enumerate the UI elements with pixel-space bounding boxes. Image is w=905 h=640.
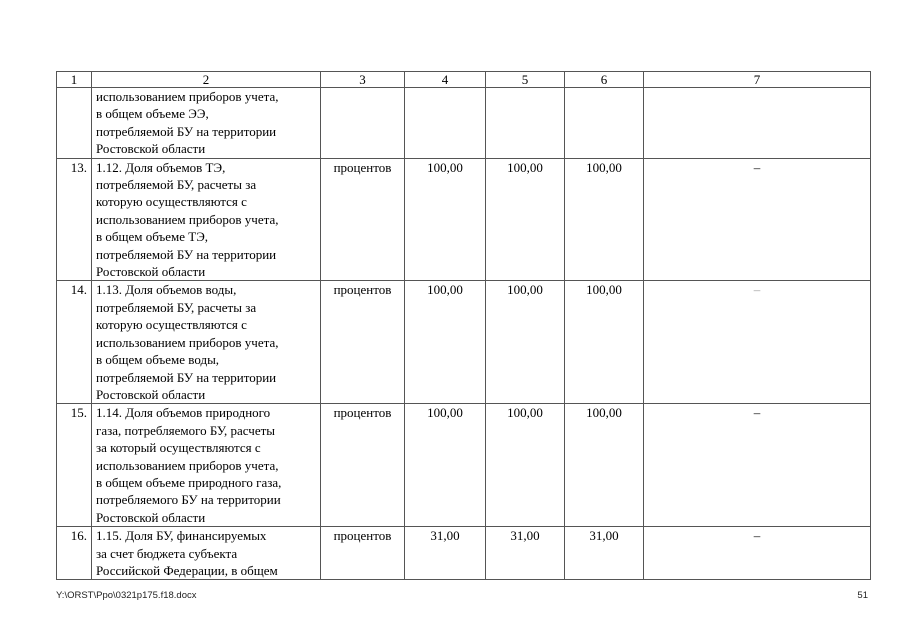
indicator-name-line: Ростовской области [96,264,206,280]
indicator-name-line: использованием приборов учета, [96,89,279,104]
row-number-cell: 16. [57,527,92,580]
indicator-name-line: потребляемой БУ на территории [96,369,277,385]
unit-cell: процентов [321,404,405,527]
indicator-name-line: потребляемой БУ, расчеты за [96,177,257,193]
indicator-name-line: Российской Федерации, в общем [96,562,278,578]
header-cell-6: 6 [565,72,644,88]
continuation-row [57,88,871,159]
value-cell-6 [565,88,644,159]
value-cell-4: 100,00 [405,158,486,281]
value-cell-6: 100,00 [565,158,644,281]
unit-cell [321,88,405,159]
indicator-name-line: Ростовской области [96,141,206,157]
page-number: 51 [857,590,868,601]
header-cell-3: 3 [321,72,405,88]
indicator-name-line: Ростовской области [96,386,206,402]
value-cell-4: 100,00 [405,281,486,404]
value-cell-6: 31,00 [565,527,644,580]
note-cell-7: – [644,404,871,527]
indicator-name-line: 1.12. Доля объемов ТЭ, [96,159,226,175]
header-cell-2: 2 [92,72,321,88]
row-number-cell: 13. [57,158,92,281]
header-cell-5: 5 [486,72,565,88]
table-row [57,527,871,580]
indicator-name-line: потребляемой БУ на территории [96,123,277,139]
value-cell-5: 100,00 [486,158,565,281]
data-table [56,71,871,580]
indicator-name-line: потребляемого БУ на территории [96,492,281,508]
indicator-name-cell [92,404,321,527]
unit-cell: процентов [321,158,405,281]
indicator-name-line: которую осуществляются с [96,317,247,333]
indicator-name-line: в общем объеме воды, [96,352,220,368]
indicator-name-line: потребляемой БУ, расчеты за [96,299,257,315]
indicator-name-cell [92,88,321,159]
value-cell-4: 100,00 [405,404,486,527]
note-cell-7: – [644,158,871,281]
value-cell-5: 100,00 [486,281,565,404]
indicator-name-cell [92,158,321,281]
indicator-name-line: за счет бюджета субъекта [96,545,238,561]
table-row [57,158,871,281]
indicator-name-line: использованием приборов учета, [96,211,279,227]
indicator-name-cell [92,281,321,404]
value-cell-4: 31,00 [405,527,486,580]
indicator-name-line: в общем объеме природного газа, [96,474,282,490]
indicator-name-line: за который осуществляются с [96,440,261,456]
indicator-name-line: использованием приборов учета, [96,334,279,350]
indicator-name-line: в общем объеме ТЭ, [96,229,209,245]
value-cell-6: 100,00 [565,281,644,404]
unit-cell: процентов [321,527,405,580]
indicator-name-line: в общем объеме ЭЭ, [96,106,209,122]
note-cell-7: – [644,527,871,580]
value-cell-6: 100,00 [565,404,644,527]
indicator-name-line: 1.15. Доля БУ, финансируемых [96,528,267,544]
row-number-cell: 15. [57,404,92,527]
value-cell-5 [486,88,565,159]
footer-file-path: Y:\ORST\Ppo\0321p175.f18.docx [56,590,197,601]
value-cell-5: 31,00 [486,527,565,580]
indicator-name-cell [92,527,321,580]
table-row [57,281,871,404]
table-row [57,404,871,527]
row-number-cell: 14. [57,281,92,404]
header-cell-7: 7 [644,72,871,88]
indicator-name-line: 1.13. Доля объемов воды, [96,282,237,298]
indicator-name-line: потребляемой БУ на территории [96,246,277,262]
indicator-name-line: использованием приборов учета, [96,457,279,473]
header-cell-4: 4 [405,72,486,88]
value-cell-5: 100,00 [486,404,565,527]
unit-cell: процентов [321,281,405,404]
note-cell-7 [644,88,871,159]
indicator-name-line: Ростовской области [96,509,206,525]
note-cell-7: – [644,281,871,404]
indicator-name-line: газа, потребляемого БУ, расчеты [96,422,276,438]
value-cell-4 [405,88,486,159]
indicator-name-line: которую осуществляются с [96,194,247,210]
indicator-name-line: 1.14. Доля объемов природного [96,405,271,421]
header-cell-1: 1 [57,72,92,88]
header-row [57,72,871,88]
row-number-cell [57,88,92,159]
